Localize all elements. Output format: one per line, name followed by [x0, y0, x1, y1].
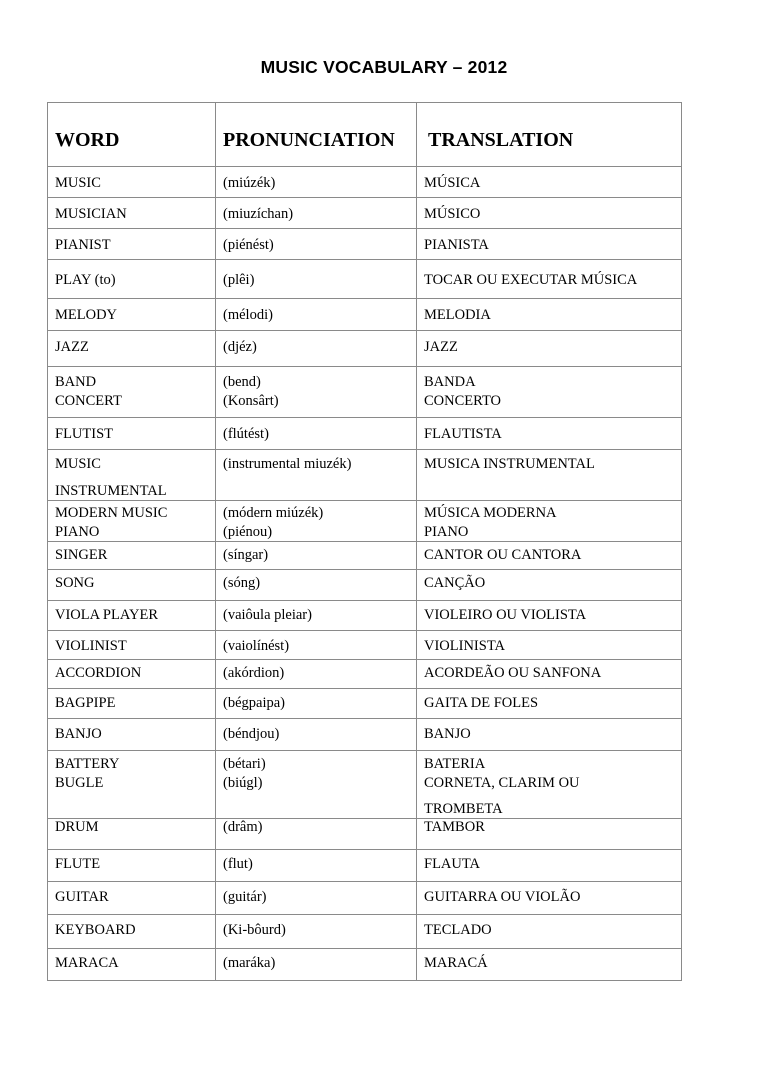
word-cell-text: MODERN MUSIC	[55, 505, 168, 521]
pronunciation-cell	[216, 601, 417, 631]
word-cell-text: BATTERY	[55, 756, 120, 772]
word-cell	[48, 542, 216, 570]
table-row	[48, 198, 682, 229]
table-row	[48, 631, 682, 660]
translation-cell	[417, 689, 682, 719]
word-cell	[48, 501, 216, 542]
translation-cell	[417, 450, 682, 501]
word-cell	[48, 260, 216, 299]
translation-cell	[417, 850, 682, 882]
pronunciation-cell-text: (maráka)	[223, 955, 276, 971]
word-cell	[48, 819, 216, 850]
table-row	[48, 689, 682, 719]
translation-cell-text: MUSICA INSTRUMENTAL	[424, 456, 595, 472]
pronunciation-cell-text: (plêi)	[223, 272, 255, 288]
translation-cell-text: VIOLINISTA	[424, 638, 505, 654]
word-cell-text: VIOLINIST	[55, 638, 127, 654]
translation-cell-text-line: CONCERTO	[424, 393, 502, 409]
word-cell	[48, 882, 216, 915]
translation-cell	[417, 631, 682, 660]
pronunciation-cell	[216, 299, 417, 331]
translation-cell-text: TOCAR OU EXECUTAR MÚSICA	[424, 272, 638, 288]
pronunciation-cell-text: (Ki-bôurd)	[223, 922, 286, 938]
translation-cell	[417, 229, 682, 260]
word-cell-text: MUSICIAN	[55, 206, 127, 222]
word-cell	[48, 751, 216, 819]
pronunciation-cell-text: (mélodi)	[223, 307, 273, 323]
pronunciation-cell-text: (drâm)	[223, 819, 263, 835]
word-cell-text-line: CONCERT	[55, 393, 122, 409]
word-cell-text-line: BUGLE	[55, 775, 104, 791]
translation-cell-text: CANTOR OU CANTORA	[424, 547, 582, 563]
translation-cell-text: BANDA	[424, 374, 476, 390]
pronunciation-cell-text: (instrumental miuzék)	[223, 456, 352, 472]
translation-cell-text: FLAUTA	[424, 856, 481, 872]
word-cell-text: MUSIC	[55, 175, 101, 191]
word-cell	[48, 601, 216, 631]
word-cell-text: BAGPIPE	[55, 695, 116, 711]
vocabulary-table-body	[48, 103, 682, 981]
word-cell	[48, 570, 216, 601]
translation-cell	[417, 299, 682, 331]
pronunciation-cell	[216, 198, 417, 229]
translation-cell	[417, 501, 682, 542]
table-row	[48, 331, 682, 367]
pronunciation-cell-text-line: (Konsârt)	[223, 393, 279, 409]
pronunciation-cell-text-line: (biúgl)	[223, 775, 263, 791]
translation-cell-text: FLAUTISTA	[424, 426, 502, 442]
pronunciation-cell-text-line: (piénou)	[223, 524, 273, 540]
table-row	[48, 850, 682, 882]
pronunciation-cell	[216, 570, 417, 601]
translation-cell-text: MARACÁ	[424, 955, 488, 971]
table-row	[48, 367, 682, 418]
translation-cell	[417, 719, 682, 751]
translation-cell-text: MÚSICA	[424, 175, 481, 191]
table-header-row	[48, 103, 682, 167]
word-cell-text-line: PIANO	[55, 524, 100, 540]
pronunciation-cell-text: (flut)	[223, 856, 253, 872]
pronunciation-cell-text: (bend)	[223, 374, 261, 390]
word-cell-text: MARACA	[55, 955, 119, 971]
word-cell-text: DRUM	[55, 819, 99, 835]
vocabulary-table	[47, 102, 682, 981]
translation-cell-text: GUITARRA OU VIOLÃO	[424, 889, 581, 905]
table-row	[48, 501, 682, 542]
pronunciation-cell-text: (vaiôula pleiar)	[223, 607, 312, 623]
translation-cell-text: MÚSICO	[424, 206, 481, 222]
header-translation: TRANSLATION	[417, 103, 682, 167]
word-cell-text: BANJO	[55, 726, 102, 742]
word-cell-text: MUSIC	[55, 456, 101, 472]
pronunciation-cell	[216, 719, 417, 751]
table-row	[48, 719, 682, 751]
translation-cell-text: JAZZ	[424, 339, 458, 355]
header-word: WORD	[48, 103, 216, 167]
word-cell	[48, 167, 216, 198]
table-row	[48, 882, 682, 915]
word-cell-text: MELODY	[55, 307, 118, 323]
pronunciation-cell-text: (sóng)	[223, 575, 261, 591]
translation-cell-text: CANÇÃO	[424, 575, 486, 591]
pronunciation-cell	[216, 689, 417, 719]
table-row	[48, 915, 682, 949]
pronunciation-cell	[216, 418, 417, 450]
translation-cell	[417, 198, 682, 229]
document-title: MUSIC VOCABULARY – 2012	[260, 57, 508, 77]
pronunciation-cell	[216, 367, 417, 418]
word-cell	[48, 689, 216, 719]
table-row	[48, 229, 682, 260]
translation-cell	[417, 915, 682, 949]
pronunciation-cell-text: (miúzék)	[223, 175, 276, 191]
translation-cell	[417, 260, 682, 299]
translation-cell-text: MÚSICA MODERNA	[424, 505, 557, 521]
word-cell	[48, 229, 216, 260]
translation-cell-text: ACORDEÃO OU SANFONA	[424, 665, 602, 681]
table-row	[48, 450, 682, 501]
translation-cell	[417, 367, 682, 418]
pronunciation-cell	[216, 882, 417, 915]
pronunciation-cell	[216, 542, 417, 570]
word-cell-text: JAZZ	[55, 339, 89, 355]
word-cell	[48, 331, 216, 367]
pronunciation-cell-text: (flútést)	[223, 426, 269, 442]
word-cell	[48, 367, 216, 418]
pronunciation-cell-text: (akórdion)	[223, 665, 285, 681]
translation-cell-text: PIANISTA	[424, 237, 489, 253]
translation-cell	[417, 418, 682, 450]
word-cell-text-line: INSTRUMENTAL	[55, 483, 167, 499]
word-cell	[48, 660, 216, 689]
pronunciation-cell	[216, 450, 417, 501]
word-cell-text: BAND	[55, 374, 97, 390]
translation-cell	[417, 949, 682, 981]
pronunciation-cell-text: (béndjou)	[223, 726, 280, 742]
translation-cell-text-line: PIANO	[424, 524, 469, 540]
pronunciation-cell-text: (miuzíchan)	[223, 206, 294, 222]
pronunciation-cell-text: (djéz)	[223, 339, 257, 355]
table-row	[48, 418, 682, 450]
translation-cell-text-line: CORNETA, CLARIM OU	[424, 775, 580, 791]
pronunciation-cell	[216, 819, 417, 850]
table-row	[48, 260, 682, 299]
table-row	[48, 751, 682, 819]
word-cell-text: ACCORDION	[55, 665, 142, 681]
pronunciation-cell	[216, 501, 417, 542]
word-cell-text: PIANIST	[55, 237, 111, 253]
translation-cell-text: TECLADO	[424, 922, 492, 938]
word-cell	[48, 631, 216, 660]
translation-cell-text: VIOLEIRO OU VIOLISTA	[424, 607, 587, 623]
word-cell-text: PLAY (to)	[55, 272, 116, 288]
pronunciation-cell-text: (guitár)	[223, 889, 267, 905]
word-cell-text: FLUTE	[55, 856, 101, 872]
pronunciation-cell-text: (bégpaipa)	[223, 695, 285, 711]
translation-cell-text-line: TROMBETA	[424, 801, 503, 817]
word-cell	[48, 299, 216, 331]
pronunciation-cell	[216, 229, 417, 260]
table-row	[48, 949, 682, 981]
table-row	[48, 167, 682, 198]
table-row	[48, 299, 682, 331]
translation-cell-text: BATERIA	[424, 756, 486, 772]
word-cell-text: GUITAR	[55, 889, 109, 905]
pronunciation-cell-text: (piénést)	[223, 237, 274, 253]
word-cell	[48, 418, 216, 450]
pronunciation-cell-text: (síngar)	[223, 547, 269, 563]
translation-cell-text: BANJO	[424, 726, 471, 742]
translation-cell	[417, 751, 682, 819]
word-cell-text: VIOLA PLAYER	[55, 607, 158, 623]
table-row	[48, 542, 682, 570]
table-row	[48, 819, 682, 850]
translation-cell	[417, 601, 682, 631]
word-cell	[48, 850, 216, 882]
word-cell	[48, 719, 216, 751]
pronunciation-cell	[216, 331, 417, 367]
word-cell	[48, 949, 216, 981]
table-row	[48, 601, 682, 631]
table-row	[48, 570, 682, 601]
translation-cell	[417, 882, 682, 915]
pronunciation-cell	[216, 260, 417, 299]
pronunciation-cell	[216, 631, 417, 660]
translation-cell	[417, 331, 682, 367]
pronunciation-cell	[216, 850, 417, 882]
pronunciation-cell-text: (bétari)	[223, 756, 266, 772]
pronunciation-cell	[216, 949, 417, 981]
pronunciation-cell-text: (vaiolínést)	[223, 638, 290, 654]
word-cell	[48, 915, 216, 949]
table-row	[48, 660, 682, 689]
pronunciation-cell-text: (módern miúzék)	[223, 505, 324, 521]
pronunciation-cell	[216, 751, 417, 819]
translation-cell	[417, 570, 682, 601]
word-cell-text: SONG	[55, 575, 95, 591]
translation-cell-text: TAMBOR	[424, 819, 485, 835]
pronunciation-cell	[216, 167, 417, 198]
translation-cell-text: GAITA DE FOLES	[424, 695, 539, 711]
translation-cell	[417, 167, 682, 198]
word-cell-text: KEYBOARD	[55, 922, 136, 938]
word-cell	[48, 450, 216, 501]
word-cell-text: FLUTIST	[55, 426, 113, 442]
header-pronunciation: PRONUNCIATION	[216, 103, 417, 167]
translation-cell	[417, 542, 682, 570]
pronunciation-cell	[216, 915, 417, 949]
word-cell-text: SINGER	[55, 547, 108, 563]
translation-cell-text: MELODIA	[424, 307, 491, 323]
translation-cell	[417, 819, 682, 850]
pronunciation-cell	[216, 660, 417, 689]
word-cell	[48, 198, 216, 229]
translation-cell	[417, 660, 682, 689]
